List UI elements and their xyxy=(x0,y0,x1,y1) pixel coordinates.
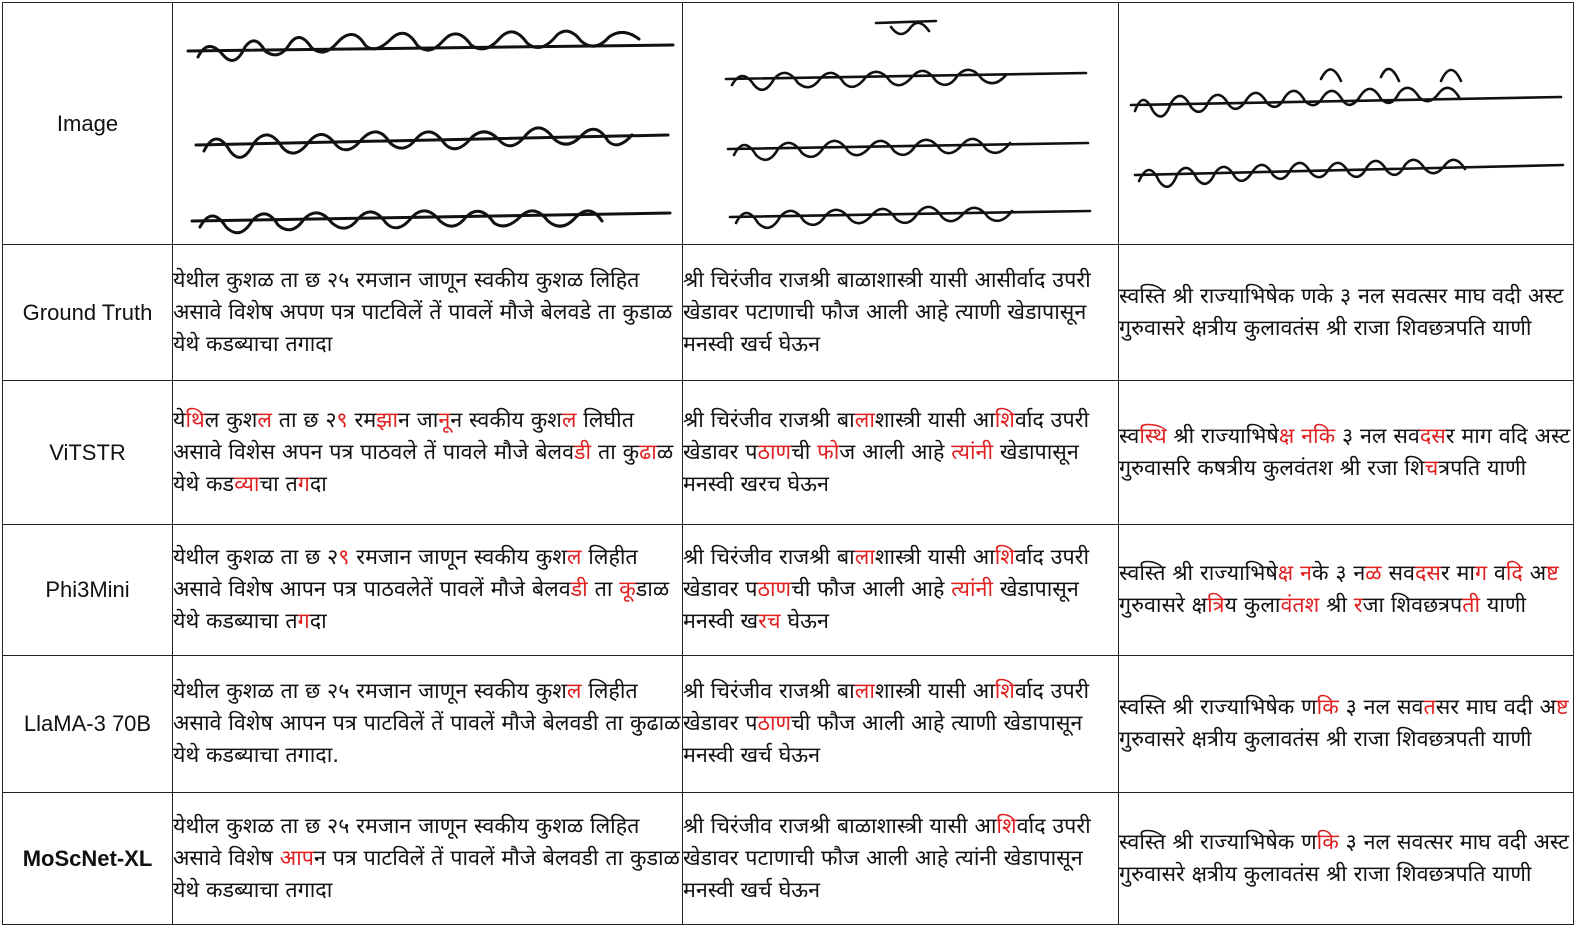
text-segment: ळ येथे कड xyxy=(173,439,674,497)
error-segment: स्थि xyxy=(1139,423,1167,449)
error-segment: ला xyxy=(854,407,875,433)
text-segment: स्वस्ति श्री राज्याभिषेक ण xyxy=(1119,695,1317,720)
error-segment: ल xyxy=(561,407,577,433)
text-segment: श्री चिरंजीव राजश्री बाळाशास्त्री यासी आसीर्वाद उपरी खेडावर पटाणाची फौज आली आहे त्याणी खेडापासून मनस्वी खर्च घेऊन xyxy=(683,267,1091,357)
text-segment: ज आली आहे xyxy=(839,439,952,465)
text-segment: गुरुवासरे क्षत्रीय कुलावतंस श्री राजा शिवछत्रपती याणी xyxy=(1119,727,1532,752)
row-label-ground-truth: Ground Truth xyxy=(3,245,173,381)
llama-row xyxy=(3,656,1574,793)
text-segment: श्री चिरंजीव राजश्री बाळाशास्त्री यासी आ xyxy=(683,813,997,839)
text-segment: न पत्र पाटविलें तें पावलें मौजे बेलवडी ता कुडाळ येथे कडब्याचा तगादा xyxy=(173,845,680,903)
error-segment: ळ xyxy=(1365,561,1382,586)
error-segment: ठाण xyxy=(757,577,792,602)
text-segment: अ xyxy=(1522,561,1547,586)
transcription-cell xyxy=(683,381,1119,525)
error-segment: त्यांनी xyxy=(951,577,994,602)
transcription-cell xyxy=(683,793,1119,925)
error-segment: रच xyxy=(758,609,781,634)
text-segment: ची फौज आली आहे त्याणी खेडापासून मनस्वी खर्च घेऊन xyxy=(683,711,1083,768)
text-segment: त्रपति याणी xyxy=(1438,455,1527,481)
text-segment: श्री राज्याभिषे xyxy=(1166,423,1279,449)
text-segment: ३ नल सव xyxy=(1335,423,1420,449)
text-segment: र्वाद उपरी खेडावर प xyxy=(683,545,1090,602)
transcription-cell xyxy=(683,656,1119,793)
transcription-cell xyxy=(1119,381,1574,525)
error-segment: फो xyxy=(817,439,840,465)
text-segment: शास्त्री यासी आ xyxy=(874,679,995,704)
error-segment: दि xyxy=(1505,561,1523,586)
transcription-cell xyxy=(683,525,1119,656)
error-segment: ला xyxy=(854,545,875,570)
error-segment: त्यांनी xyxy=(951,439,994,465)
text-segment: सव xyxy=(1381,561,1415,586)
image-cell-2 xyxy=(683,3,1119,245)
error-segment: दस xyxy=(1419,423,1446,449)
error-segment: च xyxy=(1424,455,1439,481)
text-segment: शास्त्री यासी आ xyxy=(874,407,995,433)
error-segment: ९ xyxy=(336,407,348,433)
text-segment: दा xyxy=(309,609,327,634)
text-segment: ता कु xyxy=(591,439,640,465)
text-segment: र मा xyxy=(1440,561,1475,586)
error-segment: ठाण xyxy=(757,439,792,465)
error-segment: वंतश xyxy=(1280,593,1320,618)
text-segment: र माग वदि अस्ट गुरुवासरि कषत्रीय कुलवंतश श्री रजा शि xyxy=(1119,423,1571,481)
error-segment: शि xyxy=(996,813,1017,839)
error-segment: ल xyxy=(257,407,272,433)
text-segment: न स्वकीय कुश xyxy=(450,407,562,433)
error-segment: दस xyxy=(1414,561,1441,586)
transcription-cell xyxy=(1119,656,1574,793)
transcription-cell xyxy=(683,245,1119,381)
error-segment: ती xyxy=(1462,593,1481,618)
error-segment: ग xyxy=(297,471,310,497)
error-segment: कि xyxy=(1316,695,1339,720)
text-segment: येथील कुशळ ता छ २५ रमजान जाणून स्वकीय कुश xyxy=(173,679,567,704)
text-segment: ३ नल सव xyxy=(1338,695,1424,720)
image-cell-3 xyxy=(1119,3,1574,245)
error-segment: ९ xyxy=(338,545,350,570)
error-segment: कू xyxy=(619,577,636,602)
error-segment: ग xyxy=(1474,561,1488,586)
text-segment: खेडापासून मनस्वी खरच घेऊन xyxy=(683,439,1079,497)
text-segment: गुरुवासरे क्ष xyxy=(1119,593,1208,618)
error-segment: आप xyxy=(279,845,314,871)
error-segment: डी xyxy=(574,439,592,465)
text-segment: ये xyxy=(173,407,186,433)
error-segment: शि xyxy=(994,407,1015,433)
error-segment: ल xyxy=(566,545,582,570)
error-segment: शि xyxy=(994,545,1015,570)
text-segment: श्री चिरंजीव राजश्री बा xyxy=(683,679,855,704)
error-segment: ग xyxy=(297,609,310,634)
text-segment: रमजान जाणून स्वकीय कुश xyxy=(349,545,567,570)
text-segment: दा xyxy=(309,471,327,497)
vitstr-row xyxy=(3,381,1574,525)
text-segment: न जा xyxy=(398,407,439,433)
error-segment: क्ष नकि xyxy=(1278,423,1336,449)
text-segment: स्वस्ति श्री राज्याभिषे xyxy=(1119,561,1278,586)
error-segment: ष्ट xyxy=(1546,561,1559,586)
text-segment: याणी xyxy=(1480,593,1527,618)
text-segment: रम xyxy=(347,407,377,433)
transcription-cell xyxy=(173,381,683,525)
text-segment: ची फौज आली आहे xyxy=(791,577,952,602)
phi3mini-row xyxy=(3,525,1574,656)
row-label-image: Image xyxy=(3,3,173,245)
error-segment: शि xyxy=(994,679,1015,704)
ocr-comparison-table xyxy=(2,2,1574,925)
handwritten-modi-script-sample-2 xyxy=(686,9,1116,239)
moscnet-row xyxy=(3,793,1574,925)
text-segment: येथील कुशळ ता छ २५ रमजान जाणून स्वकीय कुशळ लिहित असावे विशेष अपण पत्र पाटविलें तें पावलें मौजे बेलवडे ता कुडाळ येथे कडब्याचा तगादा xyxy=(173,267,673,357)
text-segment: र्वाद उपरी खेडावर प xyxy=(683,679,1090,736)
image-row xyxy=(3,3,1574,245)
row-label-vitstr: ViTSTR xyxy=(3,381,173,525)
transcription-cell xyxy=(1119,245,1574,381)
error-segment: ढा xyxy=(639,439,657,465)
error-segment: ला xyxy=(854,679,875,704)
text-segment: डाळ येथे कडब्याचा त xyxy=(173,577,670,634)
error-segment: नू xyxy=(438,407,451,433)
transcription-cell xyxy=(173,656,683,793)
error-segment: ल xyxy=(566,679,582,704)
image-cell-1 xyxy=(173,3,683,245)
text-segment: स्वस्ति श्री राज्याभिषेक णके ३ नल सवत्सर माघ वदी अस्ट गुरुवासरे क्षत्रीय कुलावतंस श्री राजा शिवछत्रपति याणी xyxy=(1119,283,1564,341)
error-segment: कि xyxy=(1316,829,1339,855)
transcription-cell xyxy=(173,245,683,381)
error-segment: त xyxy=(1423,695,1436,720)
text-segment: खेडापासून मनस्वी ख xyxy=(683,577,1079,634)
text-segment: जा शिवछत्रप xyxy=(1362,593,1463,618)
text-segment: स्व xyxy=(1119,423,1140,449)
error-segment: ठाण xyxy=(757,711,792,736)
row-label-llama: LlaMA-3 70B xyxy=(3,656,173,793)
error-segment: थि xyxy=(185,407,205,433)
ground-truth-row xyxy=(3,245,1574,381)
transcription-cell xyxy=(1119,525,1574,656)
text-segment: ची xyxy=(791,439,818,465)
text-segment: स्वस्ति श्री राज्याभिषेक ण xyxy=(1119,829,1317,855)
transcription-cell xyxy=(1119,793,1574,925)
row-label-moscnet: MoScNet-XL xyxy=(3,793,173,925)
text-segment: शास्त्री यासी आ xyxy=(874,545,995,570)
text-segment: ३ नल सवत्सर माघ वदी अस्ट गुरुवासरे क्षत्रीय कुलावतंस श्री राजा शिवछत्रपति याणी xyxy=(1119,829,1570,887)
error-segment: क्ष न xyxy=(1277,561,1312,586)
transcription-cell xyxy=(173,525,683,656)
row-label-phi3mini: Phi3Mini xyxy=(3,525,173,656)
text-segment: लिघीत असावे विशेस अपन पत्र पाठवले तें पावले मौजे बेलव xyxy=(173,407,634,465)
handwritten-modi-script-sample-3 xyxy=(1121,9,1571,239)
error-segment: डी xyxy=(570,577,588,602)
text-segment: के ३ न xyxy=(1311,561,1366,586)
text-segment: श्री चिरंजीव राजश्री बा xyxy=(683,407,855,433)
text-segment: र्वाद उपरी खेडावर प xyxy=(683,407,1090,465)
text-segment: घेऊन xyxy=(780,609,829,634)
text-segment: ल कुश xyxy=(204,407,258,433)
error-segment: झा xyxy=(376,407,399,433)
text-segment: लिहीत असावे विशेष आपन पत्र पाटविलें तें पावलें मौजे बेलवडी ता कुढाळ येथे कडब्याचा तगादा. xyxy=(173,679,681,768)
text-segment: ता छ २ xyxy=(271,407,337,433)
error-segment: त्रि xyxy=(1207,593,1225,618)
transcription-cell xyxy=(173,793,683,925)
text-segment: य कुला xyxy=(1224,593,1281,618)
text-segment: व xyxy=(1487,561,1506,586)
text-segment: ता xyxy=(587,577,620,602)
text-segment: र्वाद उपरी खेडावर पटाणाची फौज आली आहे त्यांनी खेडापासून मनस्वी खर्च घेऊन xyxy=(683,813,1091,903)
text-segment: लिहीत असावे विशेष आपन पत्र पाठवलेतें पावलें मौजे बेलव xyxy=(173,545,638,602)
text-segment: श्री xyxy=(1319,593,1354,618)
error-segment: व्या xyxy=(234,471,260,497)
error-segment: ष्ट xyxy=(1556,695,1569,720)
text-segment: सर माघ वदी अ xyxy=(1435,695,1557,720)
handwritten-modi-script-sample-1 xyxy=(178,9,678,239)
text-segment: येथील कुशळ ता छ २ xyxy=(173,545,339,570)
error-segment: र xyxy=(1353,593,1363,618)
text-segment: चा त xyxy=(259,471,298,497)
text-segment: श्री चिरंजीव राजश्री बा xyxy=(683,545,855,570)
text-segment: येथील कुशळ ता छ २५ रमजान जाणून स्वकीय कुशळ लिहित असावे विशेष xyxy=(173,813,640,871)
